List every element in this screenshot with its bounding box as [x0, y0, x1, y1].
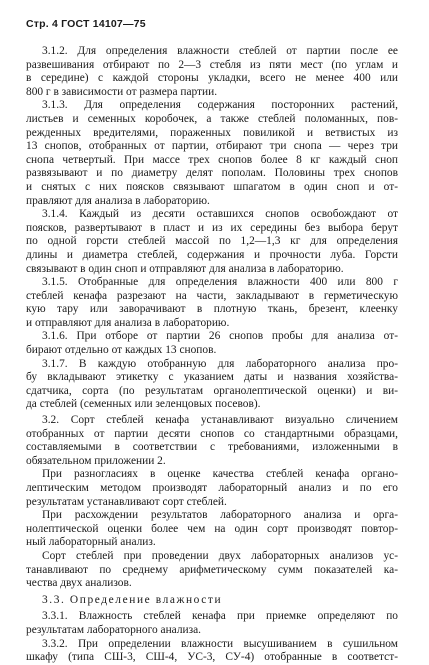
text-line: 3.3.1. Влажность стеблей кенафа при приемке определяют по — [42, 610, 398, 623]
text-line: Сорт стеблей при проведении двух лабораторных анализов ус- — [42, 549, 398, 562]
text-line: длины и диаметра стеблей, содержания и прочности луба. Горсти — [26, 248, 398, 261]
text-line: в середине) с каждой стороны укладки, всего не менее 400 или — [26, 72, 398, 85]
text-line: 3.1.5. Отобранные для определения влажности 400 или 800 г — [42, 276, 398, 289]
text-line: При расхождении результатов лабораторного анализа и орга- — [42, 509, 398, 522]
text-line: ный лабораторный анализ. — [26, 536, 156, 549]
page-header — [26, 18, 146, 30]
text-line: нолептической оценки более чем на один сорт производят повтор- — [26, 522, 398, 535]
text-line: 3.1.6. При отборе от партии 26 снопов пробы для анализа от- — [42, 330, 398, 343]
text-line: да стеблей (семенных или зеленцовых посевов). — [26, 398, 261, 411]
text-line: 3.3.2. При определении влажности высушиванием в сушильном — [42, 637, 398, 650]
text-line: бирают отдельно от каждых 13 снопов. — [26, 344, 217, 357]
text-line: правляют для анализа в лабораторию. — [26, 194, 210, 207]
text-line: и снятых с них поясков связывают шпагатом в один сноп и от- — [26, 180, 398, 193]
text-line: 800 г в зависимости от размера партии. — [26, 85, 218, 98]
text-line: 3.1.3. Для определения содержания посторонних растений, — [42, 99, 398, 112]
text-line: лептическим методом производят лабораторный анализ и по его — [26, 482, 398, 494]
text-line: составляемыми в соответствии с требованиями, изложенными в — [26, 441, 398, 454]
text-line: 3.1.7. В каждую отобранную для лабораторного анализа про- — [42, 357, 398, 370]
text-line: результатам лабораторного анализа. — [26, 623, 202, 636]
text-line: 13 снопов, отобранных от партии, отбирают три снопа — через три — [26, 140, 398, 153]
text-line: танавливают по среднему арифметическому сумм показателей ка- — [26, 563, 398, 576]
text-line: сдатчика, сорта (по результатам органолептической оценки) и ви- — [26, 384, 398, 397]
text-line: развязывают и по диаметру делят пополам. Половины трех снопов — [26, 167, 398, 180]
text-line: чества двух анализов. — [26, 577, 132, 590]
text-line: развешивания отбирают по 2—3 стебля из пяти мест (по углам и — [26, 58, 398, 71]
text-line: бу вкладывают этикетку с указанием даты и названия хозяйства- — [26, 371, 398, 384]
text-line: листьев и семенных коробочек, а также стеблей поломанных, пов- — [26, 112, 398, 125]
text-line: шкафу (типа СШ-3, СШ-4, УС-3, СУ-4) отобранные в соответст- — [26, 651, 398, 664]
text-line: результатам устанавливают сорт стеблей. — [26, 495, 227, 508]
text-line: 3.3. Определение влажности — [42, 593, 223, 606]
text-line: 3.1.4. Каждый из десяти оставшихся снопов освобождают от — [42, 208, 398, 221]
text-line: 3.1.2. Для определения влажности стеблей от партии после ее — [42, 45, 398, 57]
text-line: кую тару или заворачивают в плотную ткань, брезент, клеенку — [26, 303, 398, 316]
text-line: стеблей кенафа разрезают на части, закладывают в герметическую — [26, 289, 398, 302]
text-line: по одной горсти стеблей массой по 1,2—1,3 кг для определения — [26, 235, 398, 248]
text-line: поясков, развертывают в пласт и из их середины без выбора берут — [26, 221, 398, 234]
document-body — [26, 45, 398, 665]
text-line: и отправляют для анализа в лабораторию. — [26, 316, 230, 329]
text-line: связывают в один сноп и отправляют для анализа в лабораторию. — [26, 262, 344, 275]
text-line: обязательном приложении 2. — [26, 454, 166, 467]
page-number: Стр. 4 — [26, 18, 59, 30]
text-line: отобранных от партии десяти снопов со стандартными образцами, — [26, 427, 398, 440]
text-line: При разногласиях в оценке качества стеблей кенафа органо- — [42, 468, 398, 481]
text-line: 3.2. Сорт стеблей кенафа устанавливают визуально сличением — [42, 414, 398, 427]
text-line: режденных вредителями, пораженных повиликой и ветвистых из — [26, 126, 398, 139]
text-line: снопа четвертый. При массе трех снопов более 8 кг каждый сноп — [26, 153, 398, 166]
standard-code: ГОСТ 14107—75 — [61, 18, 146, 30]
